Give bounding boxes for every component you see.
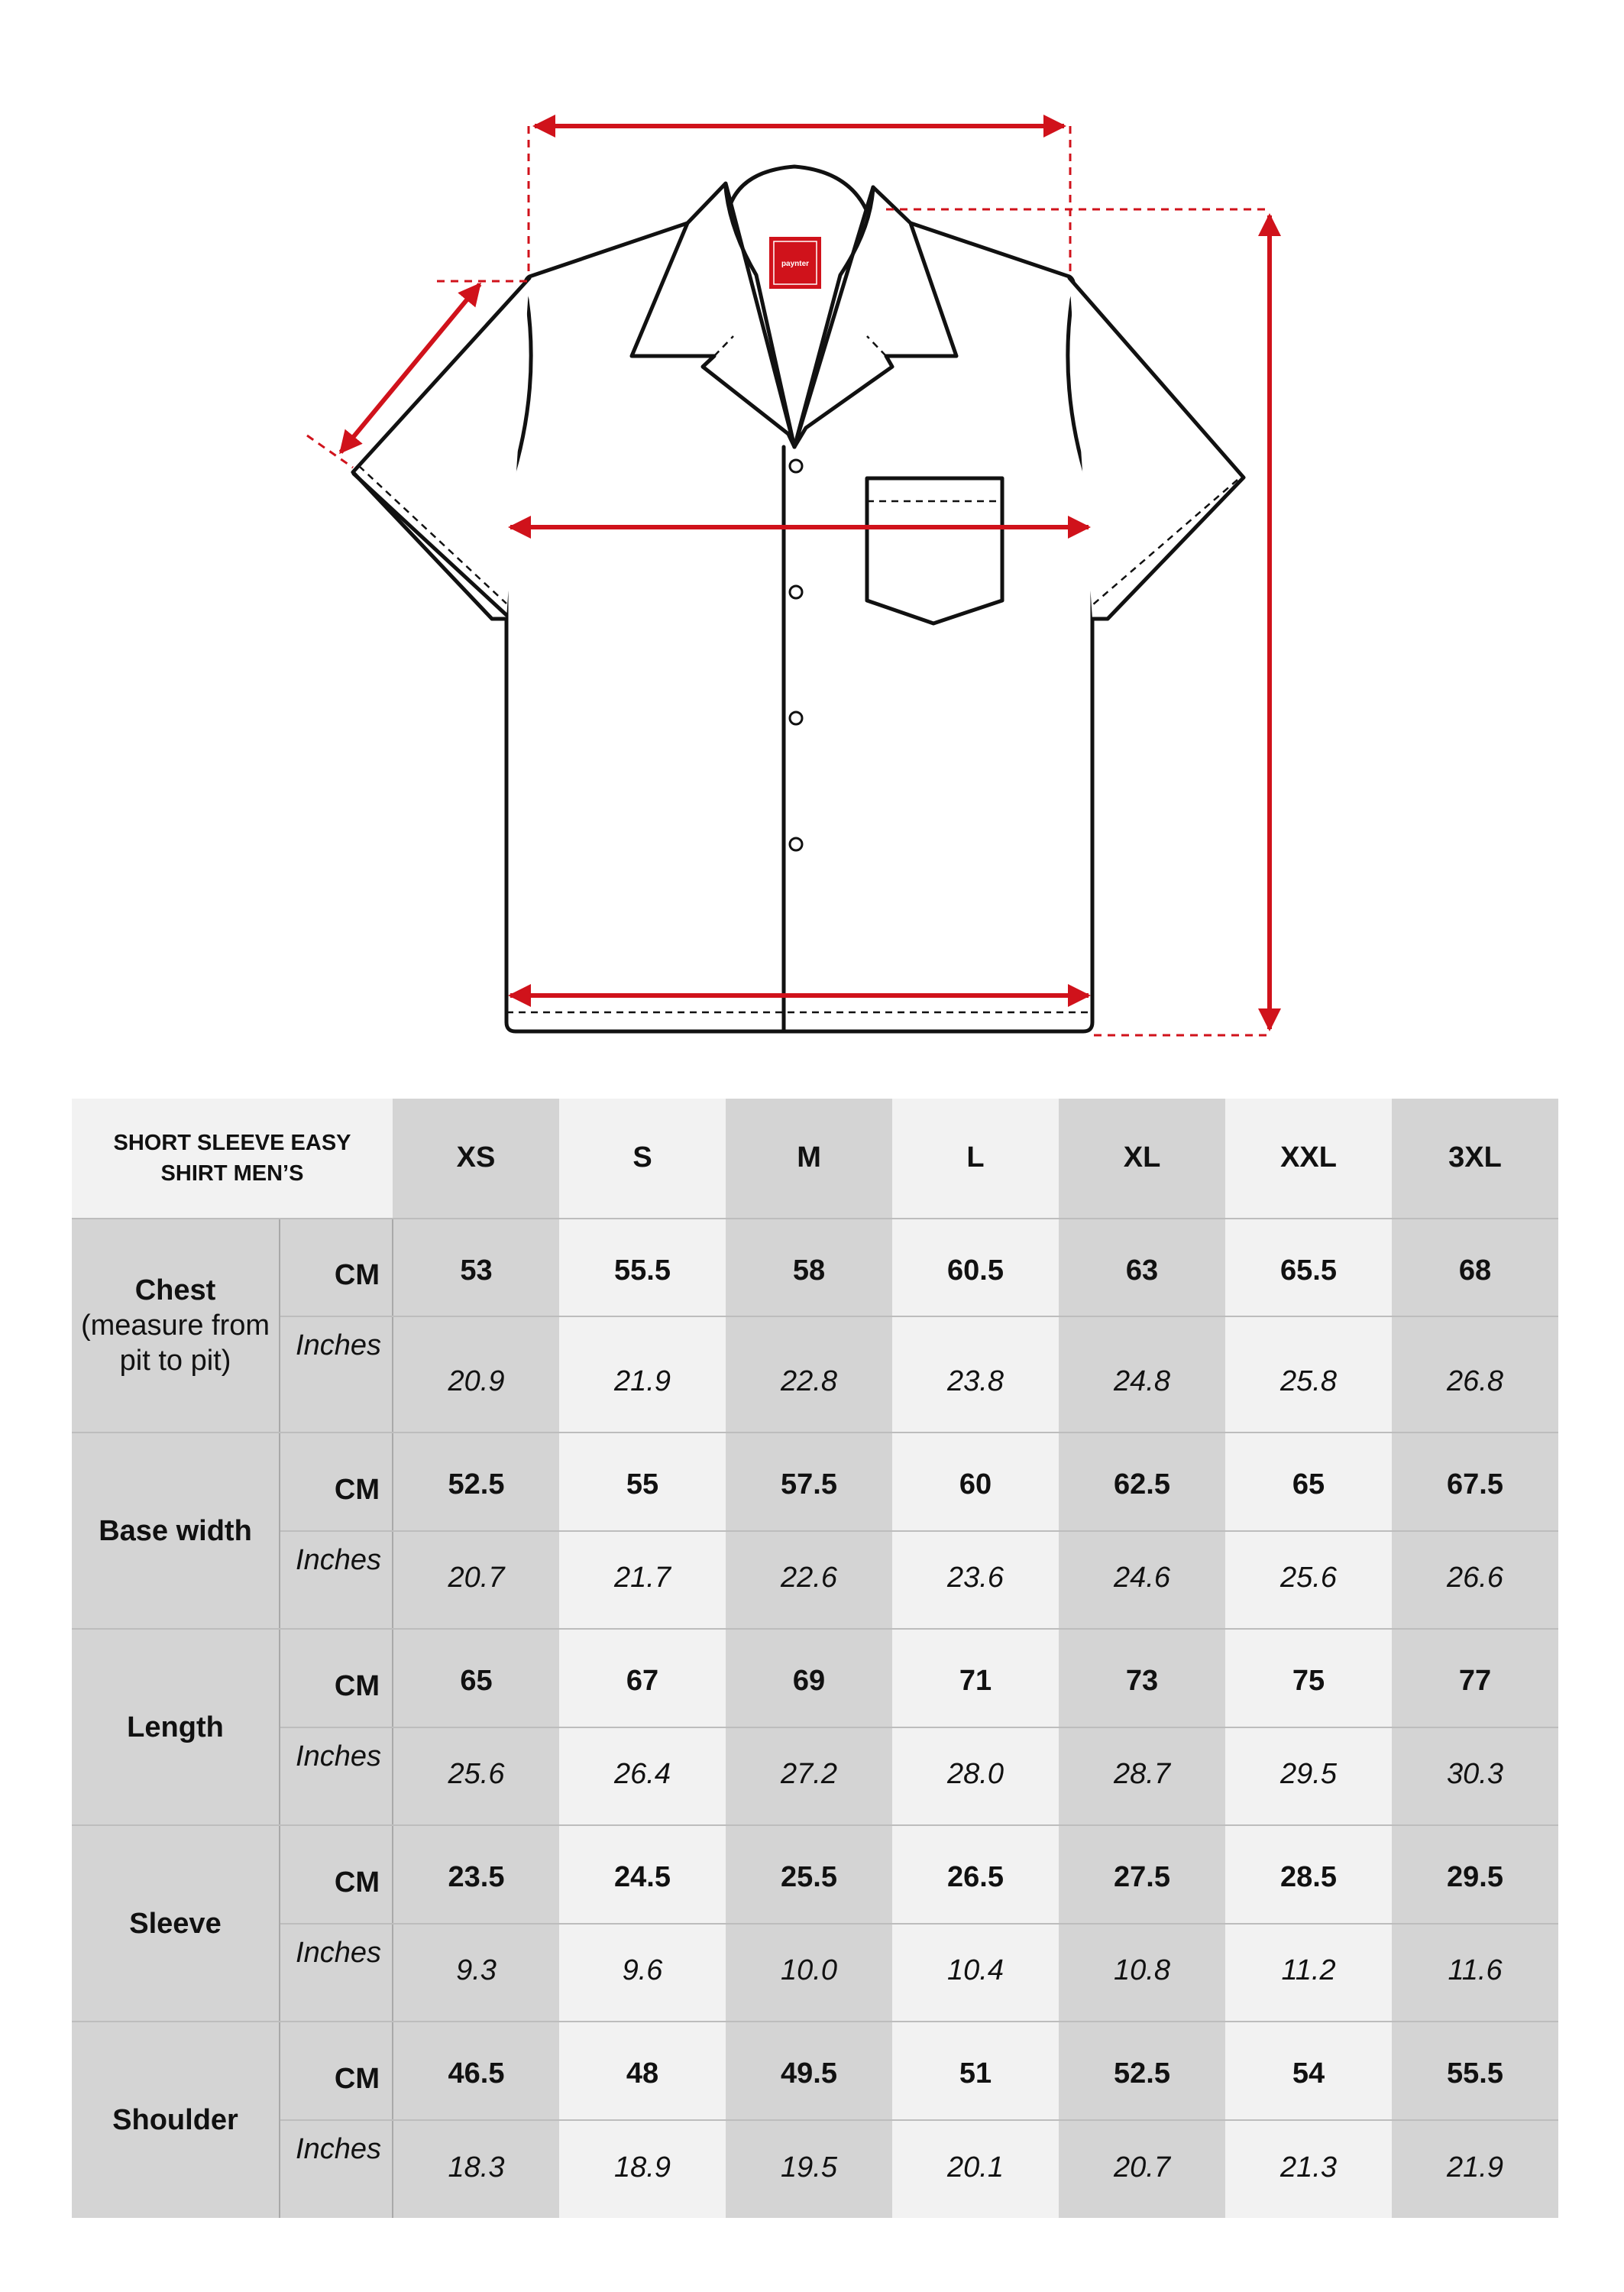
value-cell: 63: [1059, 1219, 1225, 1316]
value-cell: 20.1: [892, 2120, 1059, 2218]
value-cell: 21.9: [559, 1316, 726, 1433]
value-cell: 26.8: [1392, 1316, 1558, 1433]
unit-label: CM: [280, 1629, 393, 1727]
size-header: XS: [393, 1099, 559, 1219]
value-cell: 21.9: [1392, 2120, 1558, 2218]
value-cell: 25.8: [1225, 1316, 1392, 1433]
value-cell: 27.5: [1059, 1825, 1225, 1923]
value-cell: 11.6: [1392, 1924, 1558, 2022]
measure-label: [72, 1825, 280, 2022]
table-row: [72, 1924, 1558, 2022]
value-cell: 21.3: [1225, 2120, 1392, 2218]
value-cell: 28.0: [892, 1727, 1059, 1825]
value-cell: 48: [559, 2022, 726, 2119]
value-cell: 28.5: [1225, 1825, 1392, 1923]
value-cell: 19.5: [726, 2120, 892, 2218]
value-cell: 58: [726, 1219, 892, 1316]
measure-name: Length: [127, 1711, 224, 1743]
measure-label: [72, 1629, 280, 1825]
value-cell: 57.5: [726, 1432, 892, 1530]
shirt-diagram: [0, 0, 1624, 1070]
value-cell: 55: [559, 1432, 726, 1530]
value-cell: 73: [1059, 1629, 1225, 1727]
value-cell: 77: [1392, 1629, 1558, 1727]
size-header: M: [726, 1099, 892, 1219]
value-cell: 52.5: [1059, 2022, 1225, 2119]
value-cell: 25.6: [1225, 1531, 1392, 1629]
value-cell: 46.5: [393, 2022, 559, 2119]
size-header: 3XL: [1392, 1099, 1558, 1219]
table-row: [72, 2022, 1558, 2119]
measure-name: Chest: [134, 1274, 216, 1306]
unit-label: Inches: [280, 1531, 393, 1629]
header-row: [72, 1099, 1558, 1219]
value-cell: 65.5: [1225, 1219, 1392, 1316]
table-row: [72, 1629, 1558, 1727]
value-cell: 10.0: [726, 1924, 892, 2022]
table-row: [72, 1531, 1558, 1629]
value-cell: 71: [892, 1629, 1059, 1727]
value-cell: 49.5: [726, 2022, 892, 2119]
table-row: [72, 1219, 1558, 1316]
value-cell: 26.6: [1392, 1531, 1558, 1629]
unit-label: Inches: [280, 1924, 393, 2022]
value-cell: 69: [726, 1629, 892, 1727]
value-cell: 11.2: [1225, 1924, 1392, 2022]
measure-name: Shoulder: [112, 2104, 238, 2137]
value-cell: 25.5: [726, 1825, 892, 1923]
value-cell: 75: [1225, 1629, 1392, 1727]
table-row: [72, 2120, 1558, 2218]
value-cell: 21.7: [559, 1531, 726, 1629]
value-cell: 52.5: [393, 1432, 559, 1530]
size-header: XL: [1059, 1099, 1225, 1219]
value-cell: 25.6: [393, 1727, 559, 1825]
table-row: [72, 1432, 1558, 1530]
value-cell: 29.5: [1392, 1825, 1558, 1923]
measure-name: Sleeve: [129, 1907, 222, 1940]
value-cell: 60.5: [892, 1219, 1059, 1316]
value-cell: 20.7: [393, 1531, 559, 1629]
value-cell: 55.5: [1392, 2022, 1558, 2119]
unit-label: CM: [280, 1219, 393, 1316]
table-row: [72, 1825, 1558, 1923]
value-cell: 10.8: [1059, 1924, 1225, 2022]
size-header: L: [892, 1099, 1059, 1219]
value-cell: 18.3: [393, 2120, 559, 2218]
title-line-2: SHIRT MEN’S: [160, 1161, 304, 1186]
value-cell: 30.3: [1392, 1727, 1558, 1825]
value-cell: 22.6: [726, 1531, 892, 1629]
measure-name: Base width: [99, 1514, 252, 1547]
title-line-1: SHORT SLEEVE EASY: [113, 1130, 351, 1155]
unit-label: Inches: [280, 1727, 393, 1825]
table-row: [72, 1727, 1558, 1825]
unit-label: Inches: [280, 1316, 393, 1433]
value-cell: 24.5: [559, 1825, 726, 1923]
value-cell: 60: [892, 1432, 1059, 1530]
unit-label: Inches: [280, 2120, 393, 2218]
size-header: XXL: [1225, 1099, 1392, 1219]
value-cell: 29.5: [1225, 1727, 1392, 1825]
measure-label: [72, 2022, 280, 2218]
value-cell: 24.6: [1059, 1531, 1225, 1629]
value-cell: 55.5: [559, 1219, 726, 1316]
value-cell: 10.4: [892, 1924, 1059, 2022]
value-cell: 23.5: [393, 1825, 559, 1923]
brand-label: [769, 237, 821, 289]
measure-note: (measure from: [80, 1309, 270, 1342]
value-cell: 23.8: [892, 1316, 1059, 1433]
size-header: S: [559, 1099, 726, 1219]
value-cell: 20.9: [393, 1316, 559, 1433]
size-chart-table: [72, 1099, 1558, 2218]
value-cell: 27.2: [726, 1727, 892, 1825]
measure-label: [72, 1219, 280, 1433]
unit-label: CM: [280, 2022, 393, 2119]
unit-label: CM: [280, 1825, 393, 1923]
value-cell: 53: [393, 1219, 559, 1316]
value-cell: 67.5: [1392, 1432, 1558, 1530]
table-title: [72, 1099, 393, 1219]
value-cell: 54: [1225, 2022, 1392, 2119]
value-cell: 28.7: [1059, 1727, 1225, 1825]
measure-label: [72, 1432, 280, 1629]
value-cell: 20.7: [1059, 2120, 1225, 2218]
value-cell: 62.5: [1059, 1432, 1225, 1530]
value-cell: 26.4: [559, 1727, 726, 1825]
value-cell: 24.8: [1059, 1316, 1225, 1433]
svg-text:paynter: paynter: [781, 260, 810, 268]
unit-label: CM: [280, 1432, 393, 1530]
value-cell: 22.8: [726, 1316, 892, 1433]
value-cell: 68: [1392, 1219, 1558, 1316]
value-cell: 67: [559, 1629, 726, 1727]
value-cell: 9.3: [393, 1924, 559, 2022]
value-cell: 18.9: [559, 2120, 726, 2218]
value-cell: 51: [892, 2022, 1059, 2119]
value-cell: 65: [393, 1629, 559, 1727]
value-cell: 9.6: [559, 1924, 726, 2022]
measure-note: pit to pit): [119, 1345, 231, 1377]
value-cell: 65: [1225, 1432, 1392, 1530]
table-row: [72, 1316, 1558, 1433]
value-cell: 26.5: [892, 1825, 1059, 1923]
value-cell: 23.6: [892, 1531, 1059, 1629]
